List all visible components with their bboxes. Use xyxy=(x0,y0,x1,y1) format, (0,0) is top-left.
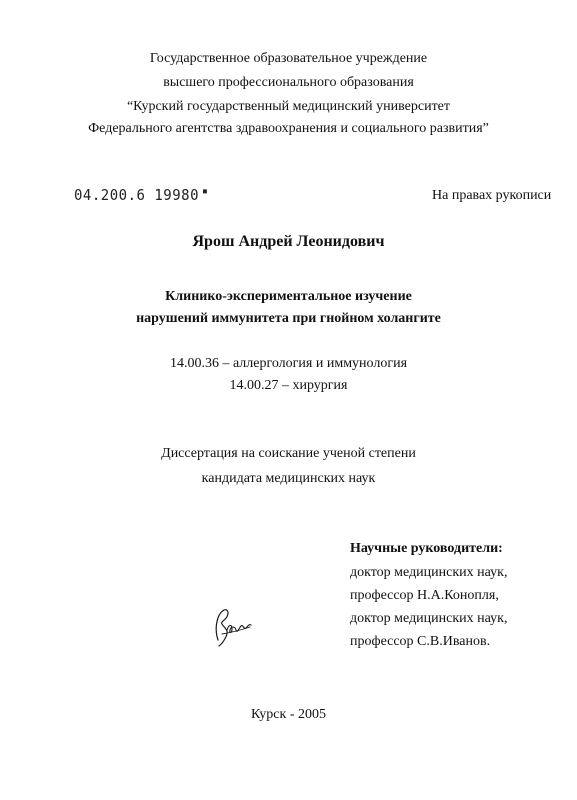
library-stamp-number xyxy=(74,185,209,205)
dissertation-title-line-2: нарушений иммунитета при гнойном холангите xyxy=(136,311,441,326)
handwritten-signature xyxy=(208,604,254,650)
supervisor-line-1: доктор медицинских наук, xyxy=(350,565,508,580)
stamp-mark: ▪ xyxy=(202,185,209,198)
place-and-year: Курск - 2005 xyxy=(251,707,326,722)
stamp-number-text: 04.200.6 19980 xyxy=(74,187,200,205)
degree-line-2: кандидата медицинских наук xyxy=(201,471,376,486)
specialty-code-2: 14.00.27 – хирургия xyxy=(229,378,348,393)
institution-line-3: “Курский государственный медицинский университет xyxy=(126,99,451,114)
author-name: Ярош Андрей Леонидович xyxy=(192,233,385,250)
institution-line-4: Федерального агентства здравоохранения и социального развития” xyxy=(88,121,489,136)
degree-line-1: Диссертация на соискание ученой степени xyxy=(161,446,416,461)
supervisor-line-2: профессор Н.А.Конопля, xyxy=(350,588,499,603)
institution-line-1: Государственное образовательное учреждение xyxy=(149,51,428,66)
supervisor-line-3: доктор медицинских наук, xyxy=(350,611,508,626)
supervisors-heading: Научные руководители: xyxy=(350,541,503,556)
institution-line-2: высшего профессионального образования xyxy=(163,75,414,90)
dissertation-title-line-1: Клинико-экспериментальное изучение xyxy=(165,289,412,304)
specialty-code-1: 14.00.36 – аллергология и иммунология xyxy=(169,356,408,371)
manuscript-rights-note: На правах рукописи xyxy=(432,188,552,203)
supervisor-line-4: профессор С.В.Иванов. xyxy=(350,634,491,649)
